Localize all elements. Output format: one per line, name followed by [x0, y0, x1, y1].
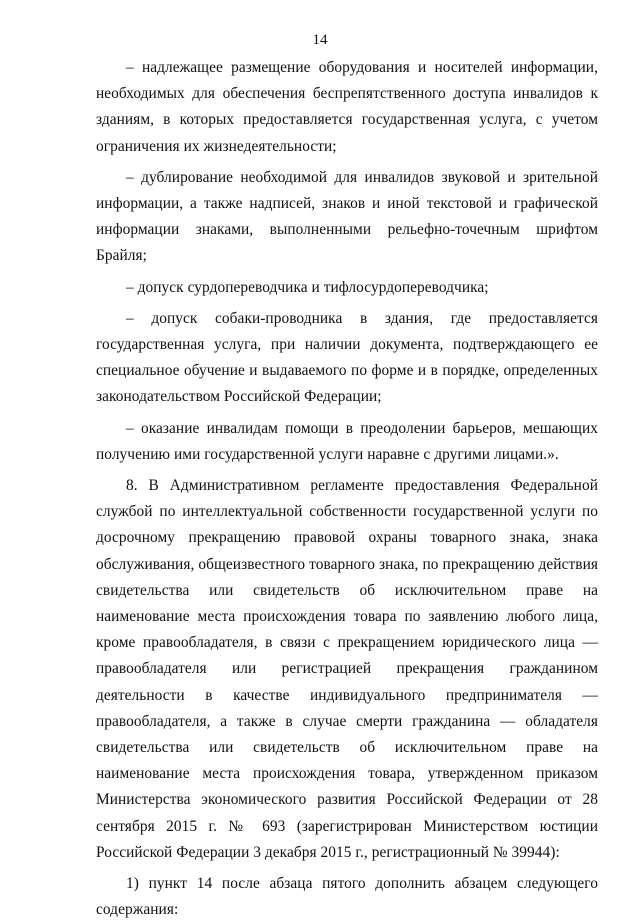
list-item-duplication-of-information: – дублирование необходимой для инвалидов звуковой и зрительной информации, а также надписей, знаков и иной текстовой и графической информации знаками, выполненными рельефно-точечным шрифтом Брайля; [96, 168, 598, 265]
list-item-equipment-placement: – надлежащее размещение оборудования и носителей информации, необходимых для обеспечения беспрепятственного доступа инвалидов к зданиям, в которых предоставляется государственная услуга, с учетом ограничения их жизнедеятельности; [96, 59, 598, 155]
list-item-assistance-to-disabled: – оказание инвалидам помощи в преодолении барьеров, мешающих получению ими государственной услуги наравне с другими лицами.». [96, 419, 598, 463]
document-body [96, 55, 598, 924]
paragraph-item-8: 8. В Административном регламенте предоставления Федеральной службой по интеллектуальной собственности государственной услуги по досрочному прекращению правовой охраны товарного знака, знака обслуживания, общеизвестного товарного знака, по прекращению действия свидетельства или свидетельств об исключительном праве на наименование места происхождения товара по заявлению любого лица, кроме правообладателя, в связи с прекращением юридического лица — правообладателя или регистрацией прекращения гражданином деятельности в качестве индивидуального предпринимателя — правообладателя, а также в случае смерти гражданина — обладателя свидетельства или свидетельств об исключительном праве на наименование места происхождения товара, утвержденном приказом Министерства экономического развития Российской Федерации от 28 сентября 2015 г. № 693 (зарегистрирован Министерством юстиции Российской Федерации 3 декабря 2015 г., регистрационный № 39944): [96, 477, 598, 861]
page-number: 14 [312, 32, 328, 48]
paragraph-subitem-1: 1) пункт 14 после абзаца пятого дополнить абзацем следующего содержания: [96, 875, 598, 919]
list-item-sign-interpreter-admission: – допуск сурдопереводчика и тифлосурдопереводчика; [126, 278, 489, 296]
list-item-guide-dog-admission: – допуск собаки-проводника в здания, где предоставляется государственная услуга, при наличии документа, подтверждающего ее специальное обучение и выдаваемого по форме и в порядке, определенных законодательством Российской Федерации; [96, 309, 598, 406]
